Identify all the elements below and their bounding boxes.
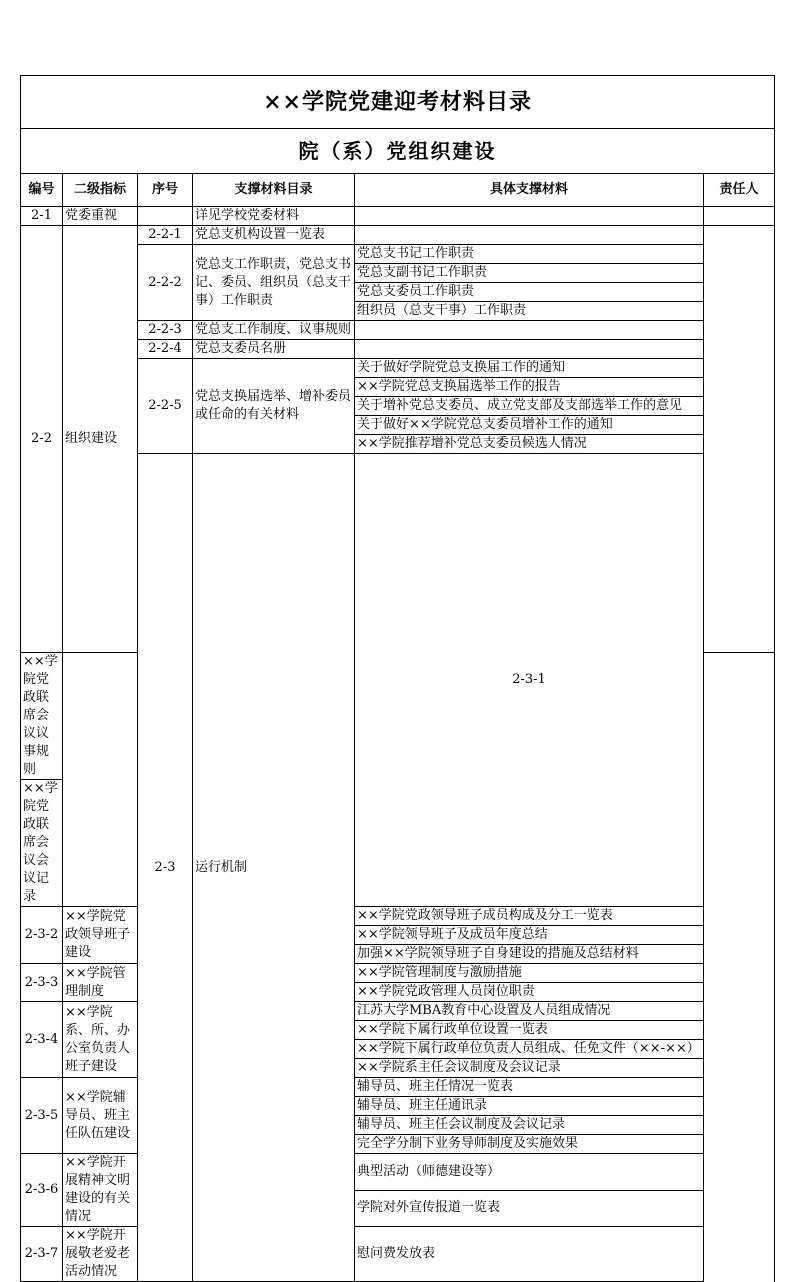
row-owner [704, 207, 775, 226]
row-seq: 2-3-1 [355, 454, 704, 907]
row-material: ××学院管理制度与激励措施 [355, 964, 704, 983]
title-row [21, 76, 775, 129]
row-material: 慰问费发放表 [355, 1227, 704, 1282]
row-material: 辅导员、班主任会议制度及会议记录 [355, 1116, 704, 1135]
row-material: ××学院领导班子及成员年度总结 [355, 926, 704, 945]
row-seq [138, 207, 193, 226]
row-catalog: 党总支机构设置一览表 [193, 226, 355, 245]
header-material: 具体支撑材料 [355, 174, 704, 207]
row-material: 党总支副书记工作职责 [355, 264, 704, 283]
row-catalog: 详见学校党委材料 [193, 207, 355, 226]
row-material: 加强××学院领导班子自身建设的措施及总结材料 [355, 945, 704, 964]
group-indicator: 运行机制 [193, 454, 355, 1282]
group-id: 2-3 [138, 454, 193, 1282]
row-material [355, 226, 704, 245]
row-catalog: 党总支工作职责，党总支书记、委员、组织员（总支干事）工作职责 [193, 245, 355, 321]
row-material: ××学院党政管理人员岗位职责 [355, 983, 704, 1002]
row-indicator: 党委重视 [63, 207, 138, 226]
row-material: 组织员（总支干事）工作职责 [355, 302, 704, 321]
row-catalog: 党总支换届选举、增补委员或任命的有关材料 [193, 359, 355, 454]
row-material: 学院对外宣传报道一览表 [355, 1190, 704, 1227]
table-row [21, 1227, 775, 1282]
row-material: ××学院下属行政单位负责人员组成、任免文件（××-××） [355, 1040, 704, 1059]
row-catalog: ××学院党政领导班子建设 [63, 907, 138, 964]
row-seq: 2-2-1 [138, 226, 193, 245]
group-indicator: 组织建设 [63, 226, 138, 653]
row-material [355, 340, 704, 359]
row-material: 完全学分制下业务导师制度及实施效果 [355, 1135, 704, 1154]
row-seq: 2-3-7 [21, 1227, 63, 1282]
row-seq: 2-3-3 [21, 964, 63, 1002]
row-seq: 2-2-4 [138, 340, 193, 359]
row-material: 典型活动（师德建设等） [355, 1154, 704, 1191]
row-id: 2-1 [21, 207, 63, 226]
row-material: ××学院系主任会议制度及会议记录 [355, 1059, 704, 1078]
row-seq: 2-3-4 [21, 1002, 63, 1078]
row-seq: 2-3-5 [21, 1078, 63, 1154]
row-seq: 2-2-2 [138, 245, 193, 321]
header-owner: 责任人 [704, 174, 775, 207]
row-catalog: ××学院开展精神文明建设的有关情况 [63, 1154, 138, 1227]
row-catalog: ××学院管理制度 [63, 964, 138, 1002]
table-row [21, 1078, 775, 1097]
table-row [21, 964, 775, 983]
row-material: 关于做好学院党总支换届工作的通知 [355, 359, 704, 378]
table-row [21, 226, 775, 245]
row-material: ××学院党政联席会议会议记录 [21, 780, 63, 907]
row-seq: 2-2-5 [138, 359, 193, 454]
row-seq: 2-2-3 [138, 321, 193, 340]
header-indicator: 二级指标 [63, 174, 138, 207]
header-seq: 序号 [138, 174, 193, 207]
group-id: 2-2 [21, 226, 63, 653]
header-catalog: 支撑材料目录 [193, 174, 355, 207]
row-material [355, 321, 704, 340]
catalog-table [20, 75, 775, 1282]
row-material: 关于增补党总支委员、成立党支部及支部选举工作的意见 [355, 397, 704, 416]
document-title: ××学院党建迎考材料目录 [21, 76, 775, 129]
row-material: 党总支委员工作职责 [355, 283, 704, 302]
row-catalog: ××学院辅导员、班主任队伍建设 [63, 1078, 138, 1154]
row-material: 江苏大学MBA教育中心设置及人员组成情况 [355, 1002, 704, 1021]
row-catalog: 党总支委员名册 [193, 340, 355, 359]
row-catalog: ××学院系、所、办公室负责人班子建设 [63, 1002, 138, 1078]
row-material: ××学院党政联席会议议事规则 [21, 653, 63, 780]
section-title: 院（系）党组织建设 [21, 129, 775, 174]
table-row [21, 907, 775, 926]
group-owner [704, 226, 775, 653]
row-material: 关于做好××学院党总支委员增补工作的通知 [355, 416, 704, 435]
row-material: 辅导员、班主任通讯录 [355, 1097, 704, 1116]
row-material: ××学院推荐增补党总支委员候选人情况 [355, 435, 704, 454]
row-material: 辅导员、班主任情况一览表 [355, 1078, 704, 1097]
row-material: ××学院党总支换届选举工作的报告 [355, 378, 704, 397]
row-catalog: ××学院开展敬老爱老活动情况 [63, 1227, 138, 1282]
header-id: 编号 [21, 174, 63, 207]
row-seq: 2-3-6 [21, 1154, 63, 1227]
table-row [21, 1154, 775, 1191]
row-material [355, 207, 704, 226]
row-catalog: 党总支工作制度、议事规则 [193, 321, 355, 340]
subtitle-row [21, 129, 775, 174]
header-row [21, 174, 775, 207]
table-row [21, 207, 775, 226]
row-material: 党总支书记工作职责 [355, 245, 704, 264]
table-row [21, 1002, 775, 1021]
row-seq: 2-3-2 [21, 907, 63, 964]
row-material: ××学院党政领导班子成员构成及分工一览表 [355, 907, 704, 926]
row-material: ××学院下属行政单位设置一览表 [355, 1021, 704, 1040]
